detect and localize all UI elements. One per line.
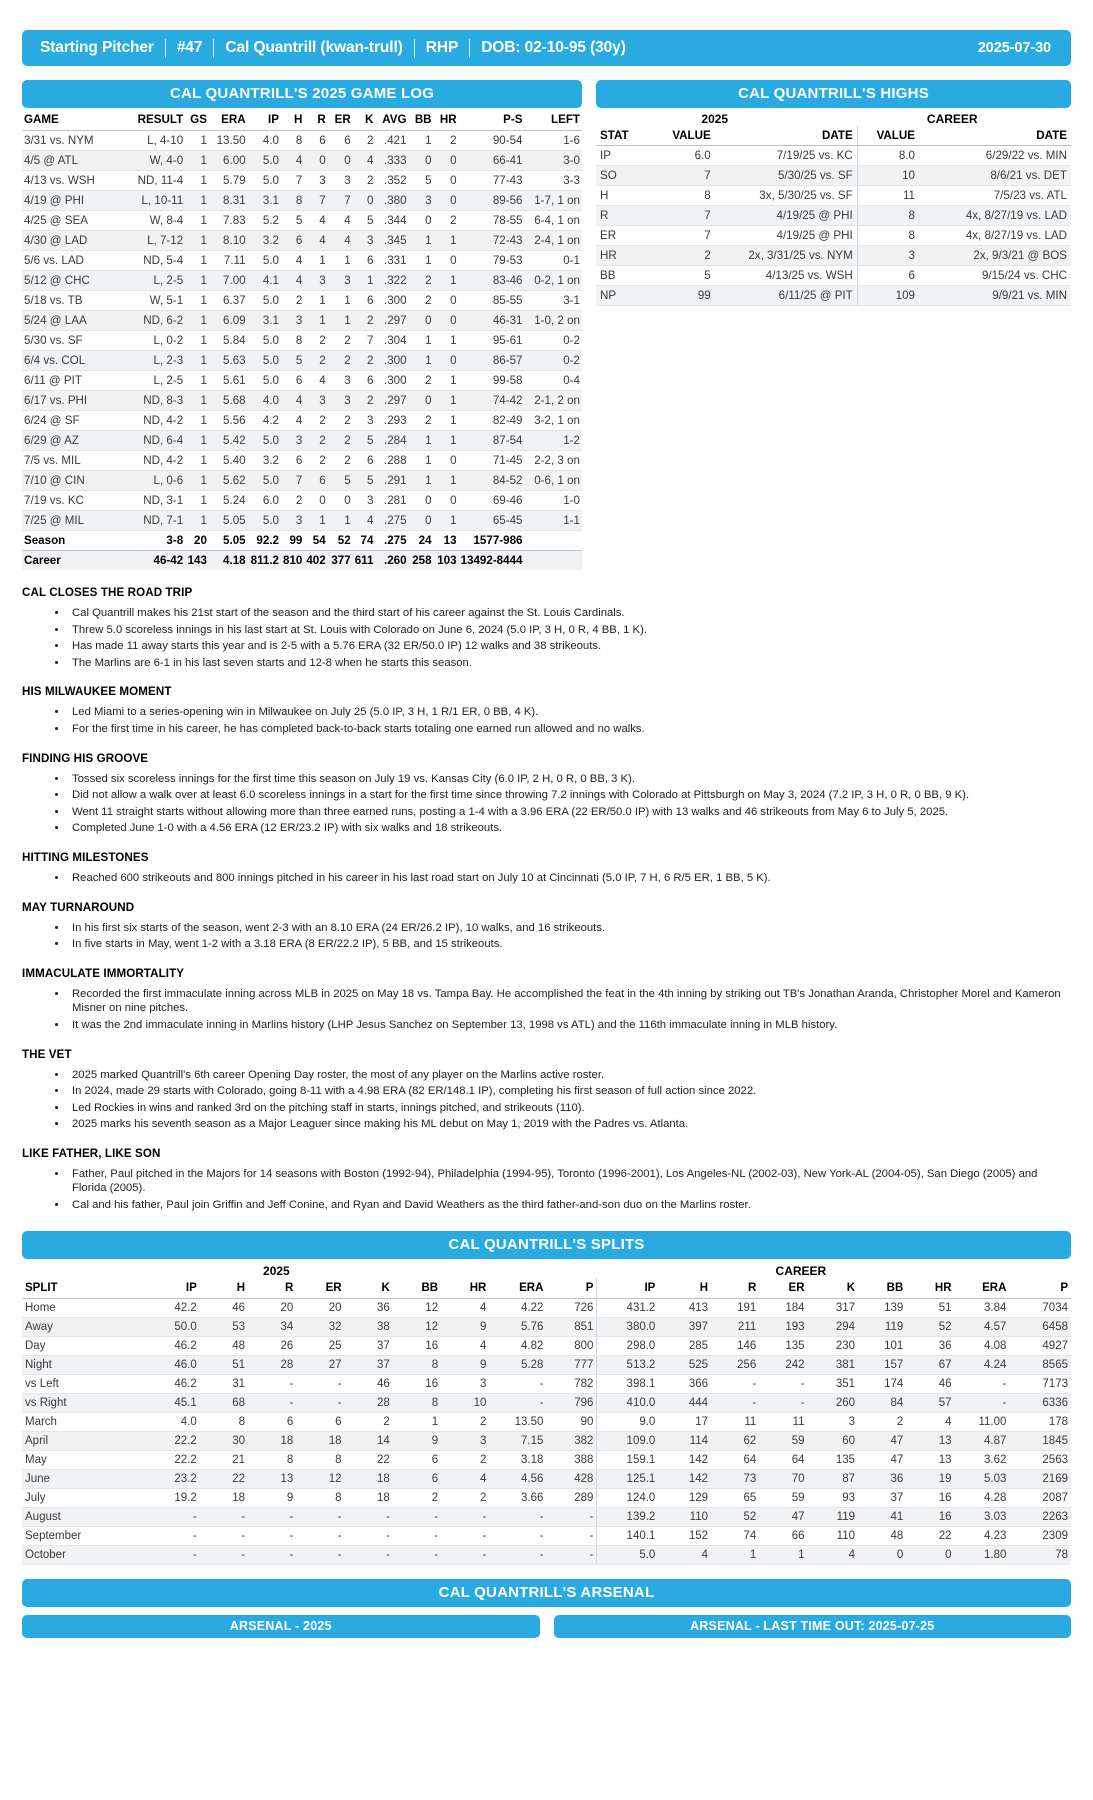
note-heading: CAL CLOSES THE ROAD TRIP — [22, 586, 193, 599]
game-log-row: 5/6 vs. LAD ND, 5-4 1 7.11 5.0 4 1 1 6 .331 1 0 79-53 0-1 — [22, 251, 582, 271]
splits-group-headers — [22, 1259, 1071, 1278]
highs-col-0-stat: STAT — [596, 126, 653, 146]
game-log-row: 6/17 vs. PHI ND, 8-3 1 5.68 4.0 4 3 3 2 .297 0 1 74-42 2-1, 2 on — [22, 391, 582, 411]
splits-row-label: October — [22, 1545, 143, 1564]
highs-body — [596, 146, 1071, 306]
highs-row: BB 5 4/13/25 vs. WSH 6 9/15/24 vs. CHC — [596, 266, 1071, 286]
splits-row-label: May — [22, 1450, 143, 1469]
game-log-row: 7/19 vs. KC ND, 3-1 1 5.24 6.0 2 0 0 3 .281 0 0 69-46 1-0 — [22, 491, 582, 511]
note-bullet-list — [22, 1167, 1071, 1213]
splits-row: October - - - - - - - - - 5.0 4 1 1 4 0 0 1.80 78 — [22, 1545, 1071, 1564]
game-log-row: 3/31 vs. NYM L, 4-10 1 13.50 4.0 8 6 6 2 .421 1 2 90-54 1-6 — [22, 131, 582, 151]
note-bullet: • Father, Paul pitched in the Majors for 14 seasons with Boston (1992-94), Philadelphia (1994-95), Toronto (1996-2001), Los Angeles-NL (2002-03), New York-AL (2004-05), San Diego (2005) and Florida (2005). — [68, 1167, 1071, 1196]
arsenal-last-time-out-button[interactable]: ARSENAL - LAST TIME OUT: 2025-07-25 — [554, 1615, 1072, 1638]
splits-col-career-bb: BB — [858, 1278, 906, 1299]
splits-col-career-h: H — [658, 1278, 711, 1299]
highs-col-3-value: VALUE — [857, 126, 919, 146]
highs-row: SO 7 5/30/25 vs. SF 10 8/6/21 vs. DET — [596, 166, 1071, 186]
highs-table — [596, 126, 1071, 306]
splits-row: March 4.0 8 6 6 2 1 2 13.50 90 9.0 17 11 11 3 2 4 11.00 178 — [22, 1412, 1071, 1431]
splits-row: Home 42.2 46 20 20 36 12 4 4.22 726 431.2 413 191 184 317 139 51 3.84 7034 — [22, 1298, 1071, 1317]
game-log-row: 6/4 vs. COL L, 2-3 1 5.63 5.0 5 2 2 2 .300 1 0 86-57 0-2 — [22, 351, 582, 371]
splits-row: August - - - - - - - - - 139.2 110 52 47 119 41 16 3.03 2263 — [22, 1507, 1071, 1526]
game-log-col-avg: AVG — [375, 108, 408, 131]
game-log-col-gs: GS — [185, 108, 209, 131]
game-log-col-r: R — [304, 108, 327, 131]
note-bullet: • Reached 600 strikeouts and 800 innings pitched in his career in his last road start on July 10 at Cincinnati (5.0 IP, 7 H, 6 R/5 ER, 1 BB, 5 K). — [68, 871, 1071, 886]
note-bullet: • Recorded the first immaculate inning across MLB in 2025 on May 18 vs. Tampa Bay. He accomplished the feat in the 4th inning by striking out TB's Jonathan Aranda, Christopher Morel and Kameron Misner on nine pitches. — [68, 987, 1071, 1016]
note-bullet: • Cal Quantrill makes his 21st start of the season and the third start of his career against the St. Louis Cardinals. — [68, 606, 1071, 621]
game-log-row: 6/24 @ SF ND, 4-2 1 5.56 4.2 4 2 2 3 .293 2 1 82-49 3-2, 1 on — [22, 411, 582, 431]
note-bullet: • Led Miami to a series-opening win in Milwaukee on July 25 (5.0 IP, 3 H, 1 R/1 ER, 0 BB, 4 K). — [68, 705, 1071, 720]
splits-row: July 19.2 18 9 8 18 2 2 3.66 289 124.0 129 65 59 93 37 16 4.28 2087 — [22, 1488, 1071, 1507]
splits-table — [22, 1278, 1071, 1565]
note-heading: HIS MILWAUKEE MOMENT — [22, 685, 172, 699]
game-log-row: 5/30 vs. SF L, 0-2 1 5.84 5.0 8 2 2 7 .304 1 1 95-61 0-2 — [22, 331, 582, 351]
splits-col-career-hr: HR — [906, 1278, 954, 1299]
note-heading: HITTING MILESTONES — [22, 850, 149, 864]
highs-section — [596, 80, 1071, 306]
splits-row: vs Right 45.1 68 - - 28 8 10 - 796 410.0 444 - - 260 84 57 - 6336 — [22, 1393, 1071, 1412]
game-log-career-total: Career 46-42 143 4.18 811.2 810 402 377 611 .260 258 103 13492-8444 — [22, 551, 582, 571]
splits-col-career-er: ER — [759, 1278, 807, 1299]
note-bullet: • Threw 5.0 scoreless innings in his last start at St. Louis with Colorado on June 6, 2024 (5.0 IP, 3 H, 0 R, 4 BB, 1 K). — [68, 623, 1071, 638]
note-bullet-list — [22, 606, 1071, 670]
note-heading: IMMACULATE IMMORTALITY — [22, 966, 185, 980]
note-bullet: • Did not allow a walk over at least 6.0 scoreless innings in a start for the first time since throwing 7.2 innings with Colorado at Pittsburgh on May 3, 2024 (7.2 IP, 3 H, 0 R, 0 BB, 9 K). — [68, 788, 1071, 803]
player-role: Starting Pitcher — [40, 39, 154, 56]
splits-col-2025-ip: IP — [143, 1278, 200, 1299]
game-log-section — [22, 80, 582, 570]
highs-row: R 7 4/19/25 @ PHI 8 4x, 8/27/19 vs. LAD — [596, 206, 1071, 226]
splits-row-label: Away — [22, 1317, 143, 1336]
splits-row-label: vs Right — [22, 1393, 143, 1412]
highs-row: H 8 3x, 5/30/25 vs. SF 11 7/5/23 vs. ATL — [596, 186, 1071, 206]
splits-row: September - - - - - - - - - 140.1 152 74 66 110 48 22 4.23 2309 — [22, 1526, 1071, 1545]
game-log-row: 4/19 @ PHI L, 10-11 1 8.31 3.1 8 7 7 0 .380 3 0 89-56 1-7, 1 on — [22, 191, 582, 211]
splits-col-2025-k: K — [345, 1278, 393, 1299]
splits-col-2025-era: ERA — [489, 1278, 546, 1299]
player-number: #47 — [176, 39, 203, 56]
game-log-row: 5/12 @ CHC L, 2-5 1 7.00 4.1 4 3 3 1 .322 2 1 83-46 0-2, 1 on — [22, 271, 582, 291]
game-log-row: 4/13 vs. WSH ND, 11-4 1 5.79 5.0 7 3 3 2 .352 5 0 77-43 3-3 — [22, 171, 582, 191]
arsenal-title: CAL QUANTRILL'S ARSENAL — [22, 1579, 1071, 1607]
note-bullet-list — [22, 871, 1071, 886]
splits-row: May 22.2 21 8 8 22 6 2 3.18 388 159.1 142 64 64 135 47 13 3.62 2563 — [22, 1450, 1071, 1469]
splits-row: April 22.2 30 18 18 14 9 3 7.15 382 109.0 114 62 59 60 47 13 4.87 1845 — [22, 1431, 1071, 1450]
game-log-row: 7/25 @ MIL ND, 7-1 1 5.05 5.0 3 1 1 4 .275 0 1 65-45 1-1 — [22, 511, 582, 531]
game-log-col-ip: IP — [248, 108, 281, 131]
player-header-bar — [22, 30, 1071, 66]
game-log-col-game: GAME — [22, 108, 120, 131]
highs-row: NP 99 6/11/25 @ PIT 109 9/9/21 vs. MIN — [596, 286, 1071, 306]
player-throwing-hand: RHP — [425, 39, 459, 56]
notes-section — [22, 586, 1071, 1213]
game-log-col-p-s: P-S — [459, 108, 525, 131]
note-bullet: • In his first six starts of the season, went 2-3 with an 8.10 ERA (24 ER/26.2 IP), 10 walks, and 16 strikeouts. — [68, 921, 1071, 936]
player-dob: DOB: 02-10-95 (30y) — [481, 39, 626, 56]
game-log-col-hr: HR — [434, 108, 459, 131]
game-log-title: CAL QUANTRILL'S 2025 GAME LOG — [22, 80, 582, 108]
splits-row: Away 50.0 53 34 32 38 12 9 5.76 851 380.0 397 211 193 294 119 52 4.57 6458 — [22, 1317, 1071, 1336]
splits-row: June 23.2 22 13 12 18 6 4 4.56 428 125.1 142 73 70 87 36 19 5.03 2169 — [22, 1469, 1071, 1488]
highs-col-1-value: VALUE — [653, 126, 715, 146]
splits-col-2025-er: ER — [296, 1278, 344, 1299]
splits-row-label: August — [22, 1507, 143, 1526]
game-log-row: 7/10 @ CIN L, 0-6 1 5.62 5.0 7 6 5 5 .291 1 1 84-52 0-6, 1 on — [22, 471, 582, 491]
game-log-col-left: LEFT — [524, 108, 582, 131]
note-heading: FINDING HIS GROOVE — [22, 751, 149, 765]
note-bullet-list — [22, 921, 1071, 952]
splits-body — [22, 1298, 1071, 1564]
top-tables-row — [22, 80, 1071, 570]
splits-col-2025-split: SPLIT — [22, 1278, 143, 1299]
note-bullet: • In 2024, made 29 starts with Colorado, going 8-11 with a 4.98 ERA (82 ER/148.1 IP), completing his first season of full action since 2022. — [68, 1084, 1071, 1099]
highs-row: IP 6.0 7/19/25 vs. KC 8.0 6/29/22 vs. MIN — [596, 146, 1071, 166]
game-log-row: 4/5 @ ATL W, 4-0 1 6.00 5.0 4 0 0 4 .333 0 0 66-41 3-0 — [22, 151, 582, 171]
highs-group-career: CAREER — [926, 112, 978, 126]
note-bullet: • Cal and his father, Paul join Griffin and Jeff Conine, and Ryan and David Weathers as the third father-and-son duo on the Marlins roster. — [68, 1198, 1071, 1213]
note-bullet: • 2025 marks his seventh season as a Major Leaguer since making his ML debut on May 1, 2019 with the Padres vs. Atlanta. — [68, 1117, 1071, 1132]
splits-row-label: Night — [22, 1355, 143, 1374]
game-log-row: 6/11 @ PIT L, 2-5 1 5.61 5.0 6 4 3 6 .300 2 1 99-58 0-4 — [22, 371, 582, 391]
splits-col-2025-p: P — [546, 1278, 596, 1299]
game-log-row: 7/5 vs. MIL ND, 4-2 1 5.40 3.2 6 2 2 6 .288 1 0 71-45 2-2, 3 on — [22, 451, 582, 471]
note-heading: LIKE FATHER, LIKE SON — [22, 1146, 161, 1160]
highs-title: CAL QUANTRILL'S HIGHS — [596, 80, 1071, 108]
splits-group-2025: 2025 — [263, 1263, 290, 1278]
highs-group-headers — [596, 108, 1071, 126]
game-log-col-result: RESULT — [120, 108, 185, 131]
splits-row: Day 46.2 48 26 25 37 16 4 4.82 800 298.0 285 146 135 230 101 36 4.08 4927 — [22, 1336, 1071, 1355]
splits-col-career-ip: IP — [597, 1278, 658, 1299]
note-heading: MAY TURNAROUND — [22, 900, 135, 914]
splits-row-label: March — [22, 1412, 143, 1431]
highs-row: HR 2 2x, 3/31/25 vs. NYM 3 2x, 9/3/21 @ BOS — [596, 246, 1071, 266]
splits-row: Night 46.0 51 28 27 37 8 9 5.28 777 513.2 525 256 242 381 157 67 4.24 8565 — [22, 1355, 1071, 1374]
note-bullet-list — [22, 772, 1071, 836]
splits-row-label: July — [22, 1488, 143, 1507]
note-heading: THE VET — [22, 1047, 72, 1061]
game-log-row: 6/29 @ AZ ND, 6-4 1 5.42 5.0 3 2 2 5 .284 1 1 87-54 1-2 — [22, 431, 582, 451]
highs-col-4-date: DATE — [919, 126, 1071, 146]
game-date: 2025-07-30 — [977, 40, 1051, 56]
splits-col-career-r: R — [711, 1278, 759, 1299]
game-log-row: 4/30 @ LAD L, 7-12 1 8.10 3.2 6 4 4 3 .345 1 1 72-43 2-4, 1 on — [22, 231, 582, 251]
game-log-col-h: H — [281, 108, 304, 131]
splits-row-label: Home — [22, 1298, 143, 1317]
game-log-row: 4/25 @ SEA W, 8-4 1 7.83 5.2 5 4 4 5 .344 0 2 78-55 6-4, 1 on — [22, 211, 582, 231]
game-log-col-era: ERA — [209, 108, 248, 131]
splits-col-2025-bb: BB — [393, 1278, 441, 1299]
note-bullet: • Led Rockies in wins and ranked 3rd on the pitching staff in starts, innings pitched, and strikeouts (110). — [68, 1101, 1071, 1116]
highs-group-2025: 2025 — [701, 112, 729, 126]
splits-header-row — [22, 1278, 1071, 1299]
highs-header-row — [596, 126, 1071, 146]
splits-row: vs Left 46.2 31 - - 46 16 3 - 782 398.1 366 - - 351 174 46 - 7173 — [22, 1374, 1071, 1393]
game-log-col-k: K — [353, 108, 376, 131]
player-name: Cal Quantrill (kwan-trull) — [225, 39, 403, 56]
game-log-season-total: Season 3-8 20 5.05 92.2 99 54 52 74 .275 24 13 1577-986 — [22, 531, 582, 551]
arsenal-buttons-row — [22, 1615, 1071, 1638]
game-log-header-row — [22, 108, 582, 131]
note-bullet: • The Marlins are 6-1 in his last seven starts and 12-8 when he starts this season. — [68, 656, 1071, 671]
note-bullet: • 2025 marked Quantrill's 6th career Opening Day roster, the most of any player on the Marlins active roster. — [68, 1068, 1071, 1083]
note-bullet-list — [22, 987, 1071, 1033]
splits-section — [22, 1231, 1071, 1565]
splits-col-2025-h: H — [200, 1278, 248, 1299]
splits-group-career: CAREER — [775, 1263, 827, 1278]
splits-row-label: June — [22, 1469, 143, 1488]
note-bullet: • Tossed six scoreless innings for the first time this season on July 19 vs. Kansas City (6.0 IP, 2 H, 0 R, 0 BB, 3 K). — [68, 772, 1071, 787]
note-bullet: • It was the 2nd immaculate inning in Marlins history (LHP Jesus Sanchez on September 13, 1998 vs ATL) and the 116th immaculate inning in MLB history. — [68, 1018, 1071, 1033]
splits-row-label: September — [22, 1526, 143, 1545]
game-log-col-bb: BB — [409, 108, 434, 131]
game-log-row: 5/24 @ LAA ND, 6-2 1 6.09 3.1 3 1 1 2 .297 0 0 46-31 1-0, 2 on — [22, 311, 582, 331]
splits-col-career-era: ERA — [955, 1278, 1010, 1299]
note-bullet: • Completed June 1-0 with a 4.56 ERA (12 ER/23.2 IP) with six walks and 18 strikeouts. — [68, 821, 1071, 836]
note-bullet: • Has made 11 away starts this year and is 2-5 with a 5.76 ERA (32 ER/50.0 IP) 12 walks and 38 strikeouts. — [68, 639, 1071, 654]
note-bullet-list — [22, 705, 1071, 736]
game-log-body — [22, 131, 582, 571]
splits-row-label: April — [22, 1431, 143, 1450]
splits-col-career-p: P — [1009, 1278, 1071, 1299]
game-log-table — [22, 108, 582, 570]
game-log-row: 5/18 vs. TB W, 5-1 1 6.37 5.0 2 1 1 6 .300 2 0 85-55 3-1 — [22, 291, 582, 311]
splits-col-career-k: K — [808, 1278, 858, 1299]
splits-row-label: Day — [22, 1336, 143, 1355]
note-bullet: • For the first time in his career, he has completed back-to-back starts totaling one earned run allowed and no walks. — [68, 722, 1071, 737]
arsenal-2025-button[interactable]: ARSENAL - 2025 — [22, 1615, 540, 1638]
note-bullet-list — [22, 1068, 1071, 1132]
highs-row: ER 7 4/19/25 @ PHI 8 4x, 8/27/19 vs. LAD — [596, 226, 1071, 246]
game-log-col-er: ER — [328, 108, 353, 131]
splits-col-2025-r: R — [248, 1278, 296, 1299]
note-bullet: • Went 11 straight starts without allowing more than three earned runs, posting a 1-4 with a 3.96 ERA (22 ER/50.0 IP) with 13 walks and 46 strikeouts from May 6 to July 5, 2025. — [68, 805, 1071, 820]
splits-row-label: vs Left — [22, 1374, 143, 1393]
highs-col-2-date: DATE — [715, 126, 858, 146]
splits-title: CAL QUANTRILL'S SPLITS — [22, 1231, 1071, 1259]
splits-col-2025-hr: HR — [441, 1278, 489, 1299]
note-bullet: • In five starts in May, went 1-2 with a 3.18 ERA (8 ER/22.2 IP), 5 BB, and 15 strikeouts. — [68, 937, 1071, 952]
